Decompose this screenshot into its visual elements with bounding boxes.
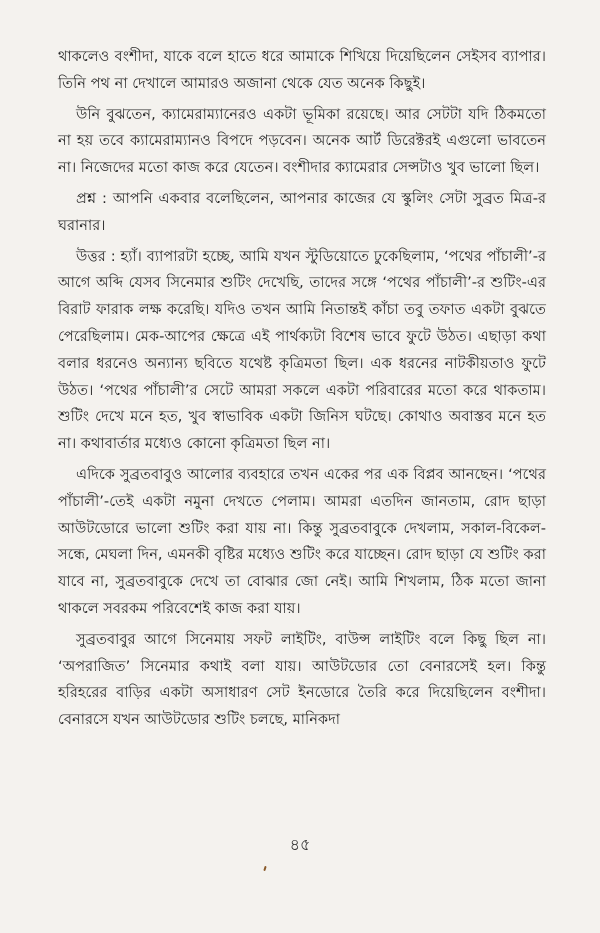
ink-speck bbox=[263, 866, 266, 871]
page-body bbox=[58, 44, 546, 738]
paragraph-soft-lighting: সুব্রতবাবুর আগে সিনেমায় সফট লাইটিং, বাউন্স লাইটিং বলে কিছু ছিল না। ‘অপরাজিত’ সিনেমার কথাই বলা যায়। আউটডোর তো বেনারসেই হল। কিন্তু হরিহরের বাড়ির একটা অসাধারণ সেট ইনডোরে তৈরি করে দিয়েছিলেন বংশীদা। বেনারসে যখন আউটডোর শুটিং চলছে, মানিকদা bbox=[58, 630, 546, 729]
page-number: ৪৫ bbox=[289, 835, 311, 854]
paragraph-continuation: থাকলেও বংশীদা, যাকে বলে হাতে ধরে আমাকে শিখিয়ে দিয়েছিলেন সেইসব ব্যাপার। তিনি পথ না দেখালে আমারও অজানা থেকে যেত অনেক কিছুই। bbox=[58, 48, 546, 92]
paragraph-question: প্রশ্ন : আপনি একবার বলেছিলেন, আপনার কাজের যে স্কুলিং সেটা সুব্রত মিত্র-র ঘরানার। bbox=[58, 189, 546, 234]
paragraph-answer: উত্তর : হ্যাঁ। ব্যাপারটা হচ্ছে, আমি যখন স্টুডিয়োতে ঢুকেছিলাম, ‘পথের পাঁচালী’-র আগে অব্দি যেসব সিনেমার শুটিং দেখেছি, তাদের সঙ্গে ‘পথের পাঁচালী’-র শুটিং-এর বিরাট ফারাক লক্ষ করেছি। যদিও তখন আমি নিতান্তই কাঁচা তবু তফাত একটা বুঝতে পেরেছিলাম। মেক-আপের ক্ষেত্রে এই পার্থক্যটা বিশেষ ভাবে ফুটে উঠত। এছাড়া কথা বলার ধরনেও অন্যান্য ছবিতে যথেষ্ট কৃত্রিমতা ছিল। এক ধরনের নাটকীয়তাও ফুটে উঠত। ‘পথের পাঁচালী’র সেটে আমরা সকলে একটা পরিবারের মতো করে থাকতাম। শুটিং দেখে মনে হত, খুব স্বাভাবিক একটা জিনিস ঘটছে। কোথাও অবাস্তব মনে হত না। কথাবার্তার মধ্যেও কোনো কৃত্রিমতা ছিল না। bbox=[58, 247, 546, 453]
paragraph-cameraman-role: উনি বুঝতেন, ক্যামেরাম্যানেরও একটা ভূমিকা রয়েছে। আর সেটটা যদি ঠিকমতো না হয় তবে ক্যামেরাম্যানও বিপদে পড়বেন। অনেক আর্ট ডিরেক্টরই এগুলো ভাবতেন না। নিজেদের মতো কাজ করে যেতেন। বংশীদার ক্যামেরার সেন্সটাও খুব ভালো ছিল। bbox=[58, 105, 546, 177]
paragraph-lighting-revolution: এদিকে সুব্রতবাবুও আলোর ব্যবহারে তখন একের পর এক বিপ্লব আনছেন। ‘পথের পাঁচালী’-তেই একটা নমুনা দেখতে পেলাম। আমরা এতদিন জানতাম, রোদ ছাড়া আউটডোরে ভালো শুটিং করা যায় না। কিন্তু সুব্রতবাবুকে দেখলাম, সকাল-বিকেল-সন্ধে, মেঘলা দিন, এমনকী বৃষ্টির মধ্যেও শুটিং করে যাচ্ছেন। রোদ ছাড়া যে শুটিং করা যাবে না, সুব্রতবাবুকে দেখে তা বোঝার জো নেই। আমি শিখলাম, ঠিক মতো জানা থাকলে সবরকম পরিবেশেই কাজ করা যায়। bbox=[58, 465, 546, 617]
